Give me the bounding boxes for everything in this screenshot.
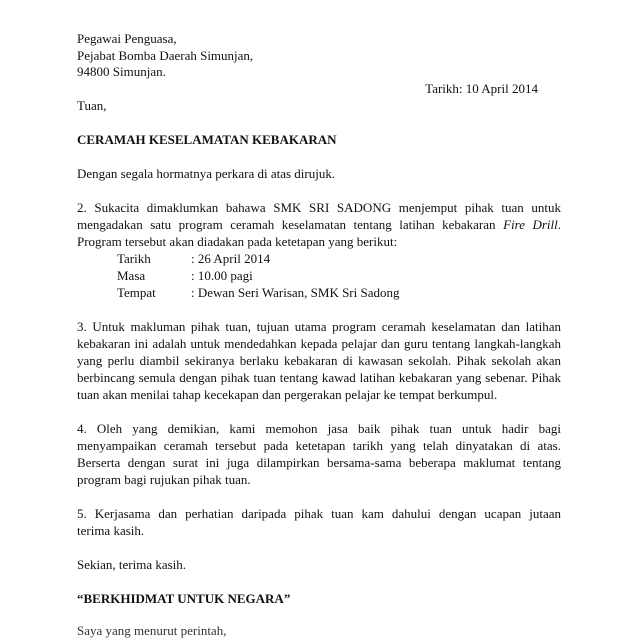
recipient-line-3: 94800 Simunjan.: [77, 64, 166, 79]
detail-label: Tarikh: [117, 251, 151, 266]
signature-intro-cutoff: Saya yang menurut perintah,: [77, 623, 227, 638]
opening-line: Dengan segala hormatnya perkara di atas dirujuk.: [77, 166, 336, 181]
para5-line: terima kasih.: [77, 523, 145, 538]
recipient-line-2: Pejabat Bomba Daerah Simunjan,: [77, 48, 254, 63]
detail-value: : Dewan Seri Warisan, SMK Sri Sadong: [191, 285, 400, 300]
para2-line-2-text: mengadakan satu program ceramah keselamatan tentang latihan kebakaran: [77, 217, 496, 232]
subject-heading: CERAMAH KESELAMATAN KEBAKARAN: [77, 132, 337, 147]
para4-line: 4. Oleh yang demikian, kami memohon jasa baik pihak tuan untuk hadir bagi: [77, 421, 561, 436]
para2-line-1: 2. Sukacita dimaklumkan bahawa SMK SRI SADONG menjemput pihak tuan untuk: [77, 200, 561, 215]
para3-line: tuan akan menilai tahap kecekapan dan pergerakan pelajar ke tempat berkumpul.: [77, 387, 498, 402]
detail-label: Tempat: [117, 285, 156, 300]
para3-line: yang perlu diambil sekiranya berlaku kebakaran di kawasan sekolah. Pihak sekolah akan: [77, 353, 561, 368]
para3-line: kebakaran ini adalah untuk mendedahkan kepada pelajar dan guru tentang langkah-langkah: [77, 336, 561, 351]
para2-line-2-end: .: [557, 217, 562, 232]
motto: “BERKHIDMAT UNTUK NEGARA”: [77, 591, 291, 606]
recipient-line-1: Pegawai Penguasa,: [77, 31, 177, 46]
para4-line: menyampaikan ceramah tersebut pada ketetapan tarikh yang telah dinyatakan di atas.: [77, 438, 561, 453]
para4-line: Berserta dengan surat ini juga dilampirkan bersama-sama beberapa maklumat tentang: [77, 455, 561, 470]
closing-line: Sekian, terima kasih.: [77, 557, 187, 572]
salutation: Tuan,: [77, 98, 107, 113]
letter-date: Tarikh: 10 April 2014: [425, 81, 538, 96]
fire-drill-term: Fire Drill: [503, 217, 558, 232]
para3-line: berbincang semula dengan pihak tuan tentang kawad latihan kebakaran yang sebenar. Pihak: [77, 370, 561, 385]
para3-line: 3. Untuk makluman pihak tuan, tujuan utama program ceramah keselamatan dan latihan: [77, 319, 561, 334]
para2-line-2: [77, 216, 561, 233]
detail-value: : 26 April 2014: [191, 251, 271, 266]
para5-line: 5. Kerjasama dan perhatian daripada pihak tuan kam dahului dengan ucapan jutaan: [77, 506, 561, 521]
detail-label: Masa: [117, 268, 146, 283]
para2-line-3: Program tersebut akan diadakan pada ketetapan yang berikut:: [77, 234, 398, 249]
para4-line: program bagi rujukan pihak tuan.: [77, 472, 251, 487]
detail-value: : 10.00 pagi: [191, 268, 253, 283]
